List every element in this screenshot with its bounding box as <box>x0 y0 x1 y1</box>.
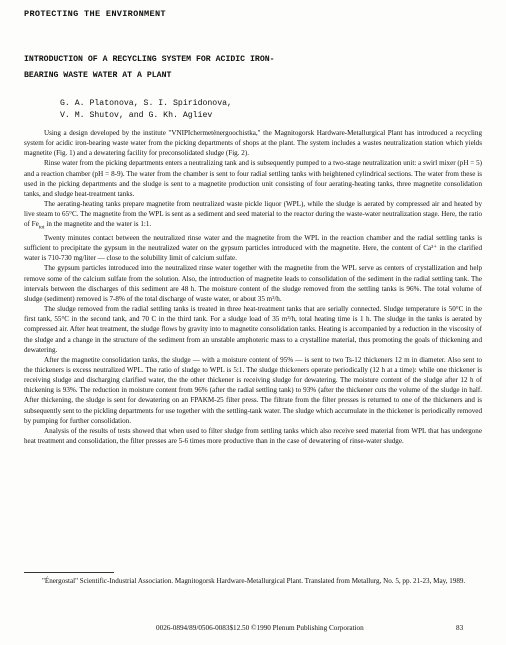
body-paragraph: Rinse water from the picking departments enters a neutralizing tank and is subsequently pumped to a two-stage neutralization unit: a swirl mixer (pH = 5) and a reaction chamber (pH = 8-9). The water from the chamber is sent to four radial settling tanks with heightened cylindrical sections. The water from these is used in the picking departments and the sludge is sent to a magnetite production unit consisting of four aerating-heating tanks, three magnetite consolidation tanks, and sludge heat-treatment tanks. <box>24 159 482 198</box>
body-paragraph: Twenty minutes contact between the neutralized rinse water and the magnetite from the WPL in the reaction chamber and the radial settling tanks is sufficient to precipitate the gypsum in the neutralized water on the gypsum particles introduced with the magnetite. Here, the content of Ca²⁺ in the clarified water is 710-730 mg/liter — close to the solubility limit of calcium sulfate. <box>24 233 482 263</box>
section-header: PROTECTING THE ENVIRONMENT <box>24 9 166 19</box>
body-paragraph: The sludge removed from the radial settling tanks is treated in three heat-treatment tanks that are serially connected. Sludge temperature is 50°C in the first tank, 55°C in the second tank, and 70 C in the third tank. For a sludge load of 35 m³/h, total heating time is 1 h. The sludge in the tanks is aerated by compressed air. After heat treatment, the sludge flows by gravity into to magnetite consolidation tanks. Heating is accompanied by a reduction in the viscosity of the sludge and a change in the structure of the sediment from an unstable amphoteric mass to a crystalline material, thus promoting the goals of thickening and dewatering. <box>24 305 482 354</box>
article-body <box>24 128 482 446</box>
author-line: G. A. Platonova, S. I. Spiridonova, <box>60 99 232 108</box>
page-number: 83 <box>456 624 464 632</box>
body-paragraph: The gypsum particles introduced into the neutralized rinse water together with the magnetite from the WPL serve as centers of crystallization and help remove some of the calcium sulfate from the solution. Also, the introduction of magnetite leads to consolidation of the sediment in the radial settling tank. The intervals between the discharges of this sediment are 48 h. The moisture content of the sludge removed from the settling tanks is 96%. The total volume of sludge (sediment) removed is 7-8% of the total discharge of waste water, or about 35 m³/h. <box>24 264 482 303</box>
footnote: "Énergostal" Scientific-Industrial Association. Magnitogorsk Hardware-Metallurgical Plant. Translated from Metallurg, No. 5, pp. 21-23, May, 1989. <box>42 577 466 585</box>
body-paragraph: Using a design developed by the institute "VNIPIchermetènergoochistka," the Magnitogorsk Hardware-Metallurgical Plant has introduced a recycling system for acidic iron-bearing waste water from the picking departments of shops at the plant. The system includes a wastes neutralization station which yields magnetite (Fig. 1) and a dewatering facility for preconsolidated sludge (Fig. 2). <box>24 129 482 158</box>
body-paragraph: After the magnetite consolidation tanks, the sludge — with a moisture content of 95% — is sent to two Ts-12 thickeners 12 m in diameter. Also sent to the thickeners is excess neutralized WPL. The ratio of sludge to WPL is 5:1. The sludge thickeners operate periodically (12 h at a time): while one thickener is receiving sludge and discharging clarified water, the the other thickener is receiving sludge for dewatering. The moisture content of the sludge after 12 h of thickening is 93%. The reduction in moisture content from 96% (after the radial settling tank) to 93% (after the thickener cuts the volume of the sludge in half. After thickening, the sludge is sent for dewatering on an FPAKM-25 filter press. The filtrate from the filter presses is returned to one of the thickeners and is subsequently sent to the pickling departments for use together with the settling-tank water. The sludge which accumulate in the thickener is periodically removed by pumping for further consolidation. <box>24 355 482 425</box>
author-list <box>60 98 232 122</box>
copyright-footer: 0026-0894/89/0506-0083$12.50 ©1990 Plenum Publishing Corporation <box>156 624 364 632</box>
article-title <box>24 52 464 84</box>
article-title-line: BEARING WASTE WATER AT A PLANT <box>24 71 172 80</box>
body-paragraph: The aerating-heating tanks prepare magnetite from neutralized waste pickle liquor (WPL), while the sludge is aerated by compressed air and heated by live steam to 65°C. The magnetite from the WPL is sent as a sediment and seed material to the reactor during the waste-water neutralization stage. Here, the ratio of $Fe_{tot}$ in the magnetite and the water is 1:1. <box>24 200 482 231</box>
body-paragraph: Analysis of the results of tests showed that when used to filter sludge from settling tanks which also receive seed material from WPL that has undergone heat treatment and consolidation, the filter presses are 5-6 times more productive than in the case of dewatering of rinse-water sludge. <box>24 426 482 446</box>
author-line: V. M. Shutov, and G. Kh. Agliev <box>60 111 213 120</box>
article-title-line: INTRODUCTION OF A RECYCLING SYSTEM FOR ACIDIC IRON- <box>24 55 275 64</box>
footnote-divider <box>24 572 114 573</box>
subscript: tot <box>38 224 45 231</box>
